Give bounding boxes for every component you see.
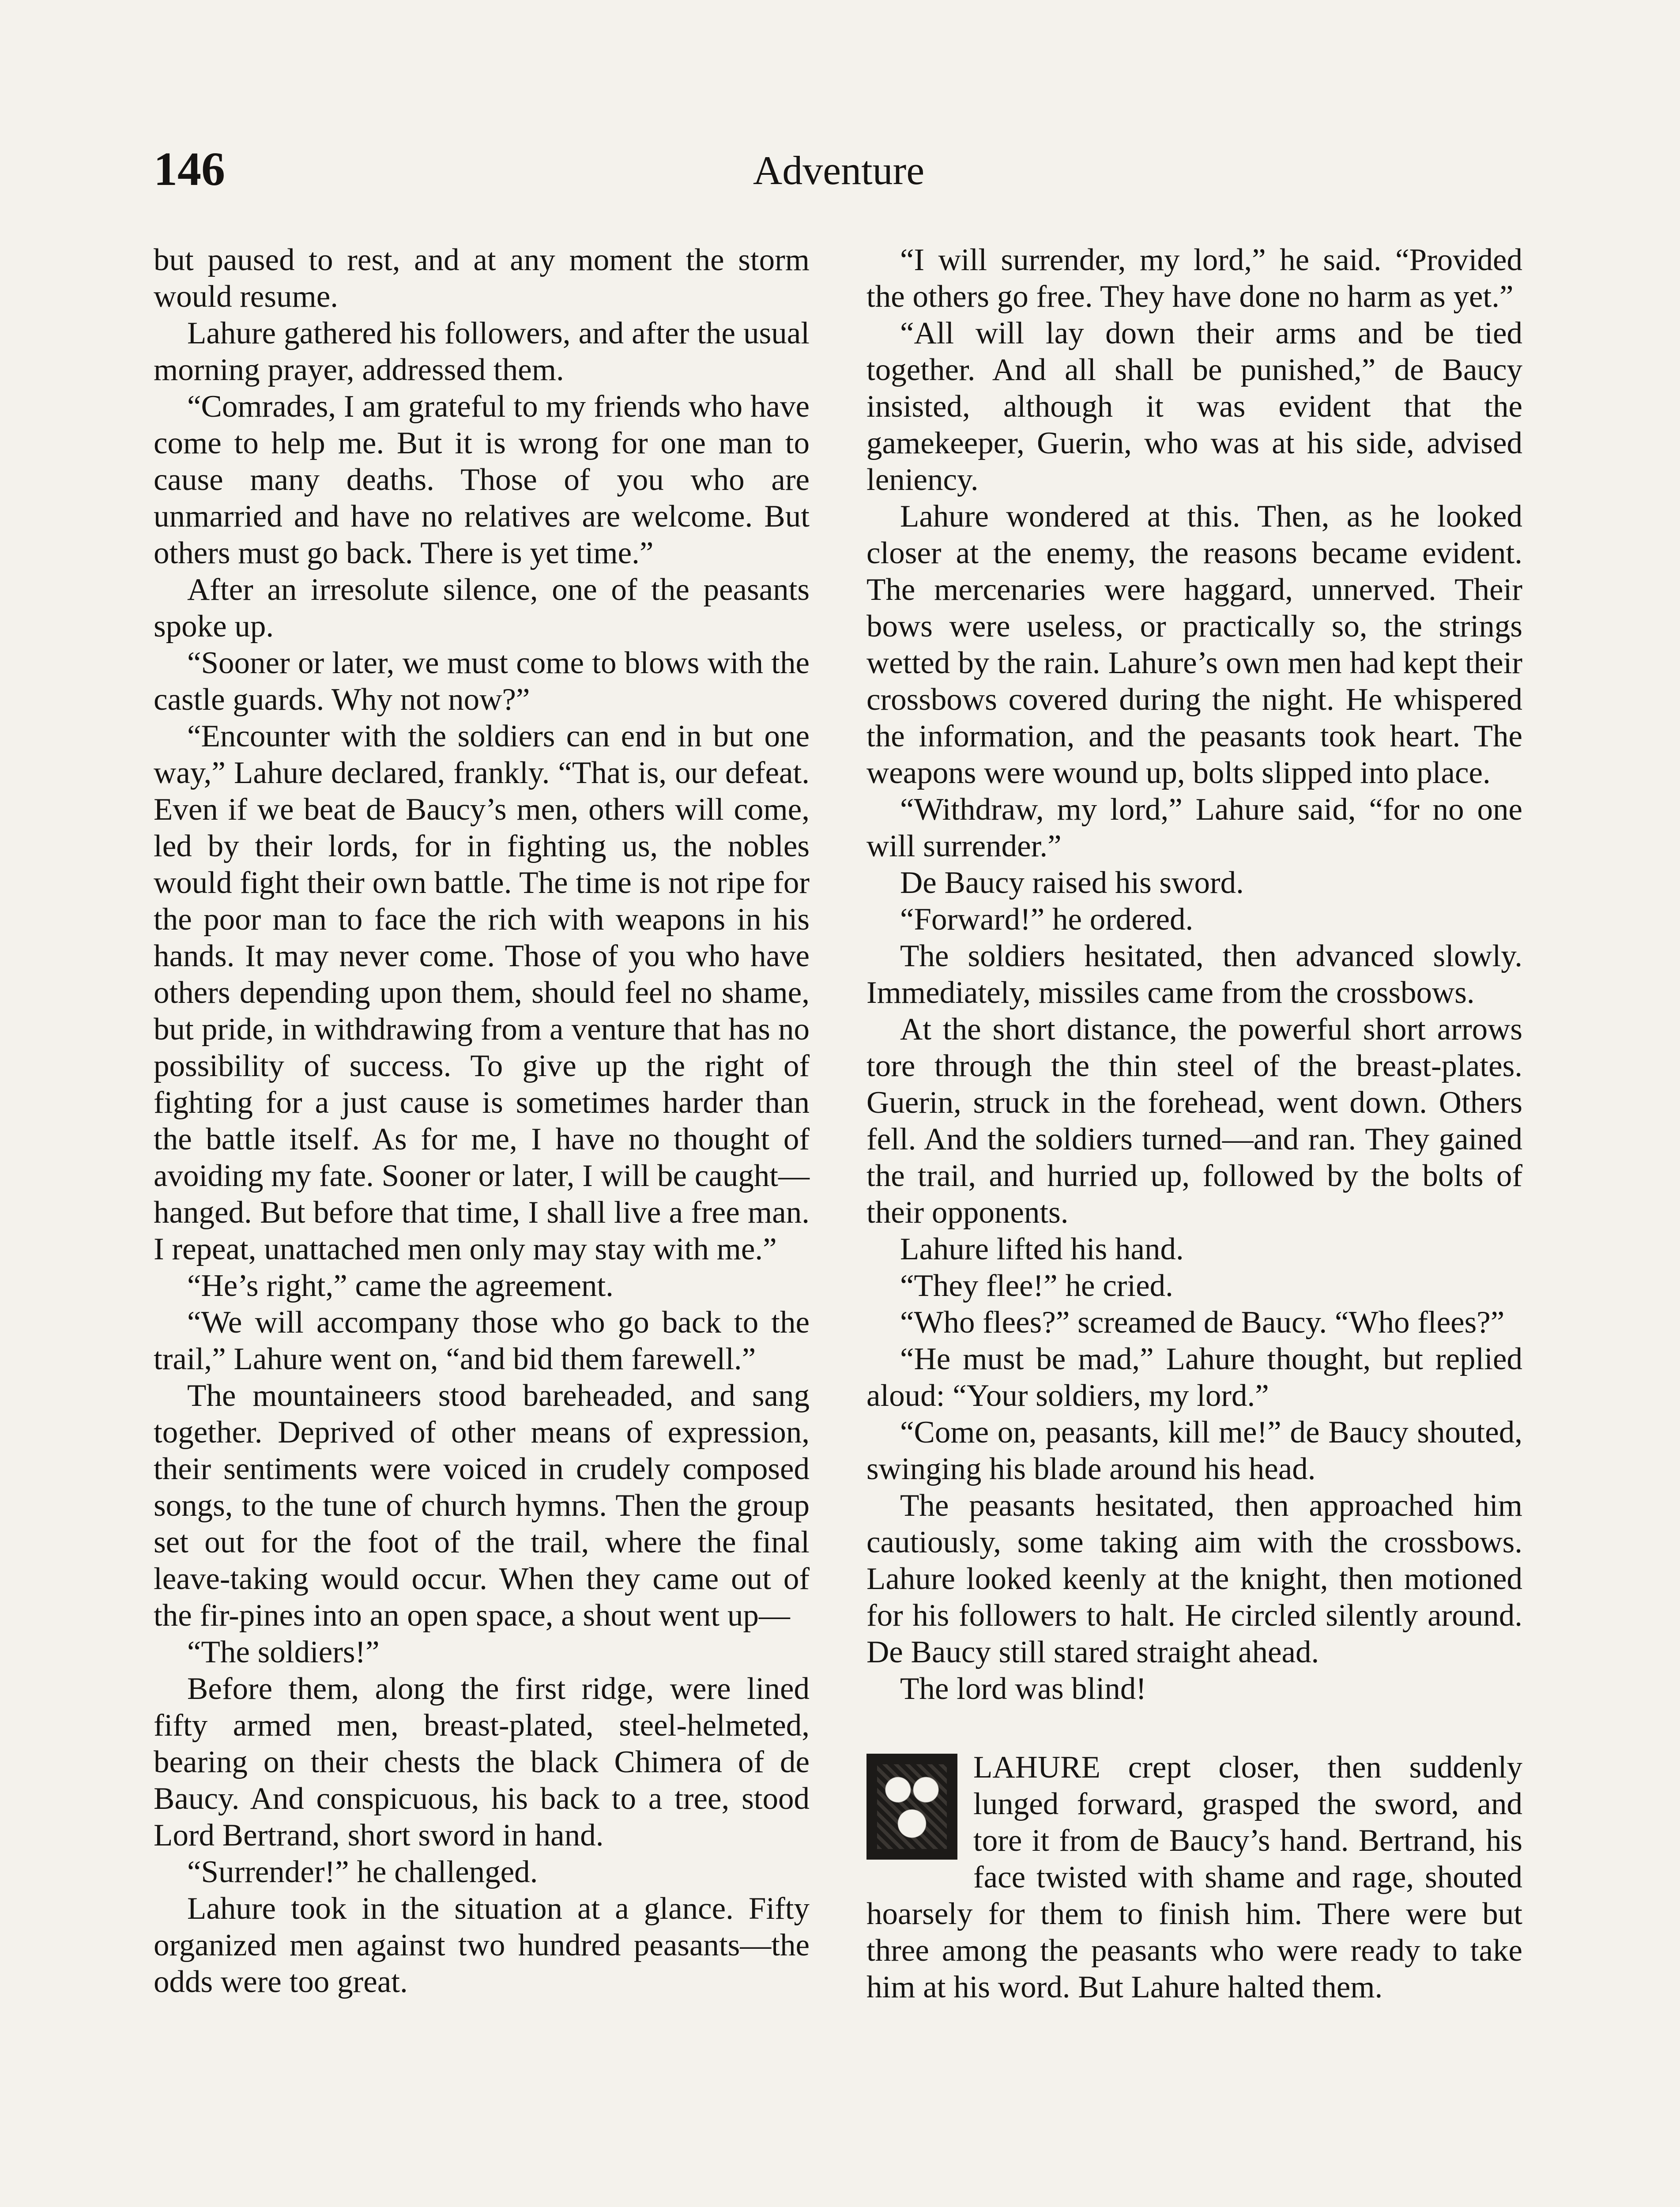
paragraph: The peasants hesitated, then approached him cautiously, some taking aim with the crossbows. Lahure looked keenly at the knight, then motioned for his followers to halt. He circled silently around. De Baucy still stared straight ahead. [866, 1488, 1522, 1669]
page-number: 146 [154, 143, 225, 196]
paragraph: “Encounter with the soldiers can end in but one way,” Lahure declared, frankly. “That is, our defeat. Even if we beat de Baucy’s men, others will come, led by their lords, for in fighting us, the nobles would fight their own battle. The time is not ripe for the poor man to face the rich with weapons in his hands. It may never come. Those of you who have others depending upon them, should feel no shame, but pride, in withdrawing from a venture that has no possibility of success. To give up the right of fighting for a just cause is sometimes harder than the battle itself. As for me, I have no thought of avoiding my fate. Sooner or later, I will be caught—hanged. But before that time, I shall live a free man. I repeat, unattached men only may stay with me.” [154, 719, 810, 1266]
paragraph: Lahure wondered at this. Then, as he looked closer at the enemy, the reasons became evident. The mercenaries were haggard, unnerved. Their bows were useless, or practically so, the strings wetted by the rain. Lahure’s own men had kept their crossbows covered during the night. He whispered the information, and the peasants took heart. The weapons were wound up, bolts slipped into place. [866, 499, 1522, 790]
paragraph: LAHURE crept closer, then suddenly lunged forward, grasped the sword, and tore it from de Baucy’s hand. Bertrand, his face twisted with shame and rage, shouted hoarsely for them to finish him. There were but three among the peasants who were ready to take him at his word. But Lahure halted them. [866, 1750, 1522, 2004]
paragraph: but paused to rest, and at any moment the storm would resume. [154, 243, 810, 314]
paragraph: “Who flees?” screamed de Baucy. “Who flees?” [900, 1305, 1505, 1340]
ornamental-initial-icon [866, 1754, 957, 1860]
paragraph: “He’s right,” came the agreement. [187, 1269, 614, 1303]
paragraph: “Comrades, I am grateful to my friends who have come to help me. But it is wrong for one man to cause many deaths. Those of you who are unmarried and have no relatives are welcome. But others must go back. There is yet time.” [154, 389, 810, 570]
paragraph: The soldiers hesitated, then advanced slowly. Immediately, missiles came from the crossbows. [866, 939, 1522, 1010]
paragraph: After an irresolute silence, one of the peasants spoke up. [154, 572, 810, 644]
paragraph: Lahure gathered his followers, and after the usual morning prayer, addressed them. [154, 316, 810, 387]
paragraph: The mountaineers stood bareheaded, and sang together. Deprived of other means of expression, their sentiments were voiced in crudely composed songs, to the tune of church hymns. Then the group set out for the foot of the trail, where the final leave-taking would occur. When they came out of the fir-pines into an open space, a shout went up— [154, 1378, 810, 1633]
section-opening [866, 1749, 1522, 2006]
paragraph: “Sooner or later, we must come to blows with the castle guards. Why not now?” [154, 646, 810, 717]
paragraph: “Withdraw, my lord,” Lahure said, “for no one will surrender.” [866, 792, 1522, 863]
right-column [866, 242, 1522, 2006]
paragraph: The lord was blind! [900, 1672, 1147, 1706]
paragraph: De Baucy raised his sword. [900, 866, 1244, 900]
paragraph: “I will surrender, my lord,” he said. “Provided the others go free. They have done no harm as yet.” [866, 243, 1522, 314]
running-title: Adventure [753, 148, 925, 193]
paragraph: Before them, along the first ridge, were lined fifty armed men, breast-plated, steel-helmeted, bearing on their chests the black Chimera of de Baucy. And conspicuous, his back to a tree, stood Lord Bertrand, short sword in hand. [154, 1672, 810, 1853]
paragraph: Lahure lifted his hand. [900, 1232, 1184, 1266]
paragraph: “Come on, peasants, kill me!” de Baucy shouted, swinging his blade around his head. [866, 1415, 1522, 1486]
paragraph: “All will lay down their arms and be tied together. And all shall be punished,” de Baucy insisted, although it was evident that the gamekeeper, Guerin, who was at his side, advised leniency. [866, 316, 1522, 497]
paragraph: “The soldiers!” [187, 1635, 380, 1669]
paragraph: “We will accompany those who go back to the trail,” Lahure went on, “and bid them farewell.” [154, 1305, 810, 1376]
left-column [154, 242, 810, 2000]
paragraph: At the short distance, the powerful short arrows tore through the thin steel of the breast-plates. Guerin, struck in the forehead, went down. Others fell. And the soldiers turned—and ran. They gained the trail, and hurried up, followed by the bolts of their opponents. [866, 1012, 1522, 1230]
paragraph: “He must be mad,” Lahure thought, but replied aloud: “Your soldiers, my lord.” [866, 1342, 1522, 1413]
paragraph: “Surrender!” he challenged. [187, 1855, 538, 1889]
paragraph: Lahure took in the situation at a glance. Fifty organized men against two hundred peasants—the odds were too great. [154, 1891, 810, 1999]
paragraph: “Forward!” he ordered. [900, 902, 1194, 937]
paragraph: “They flee!” he cried. [900, 1269, 1173, 1303]
